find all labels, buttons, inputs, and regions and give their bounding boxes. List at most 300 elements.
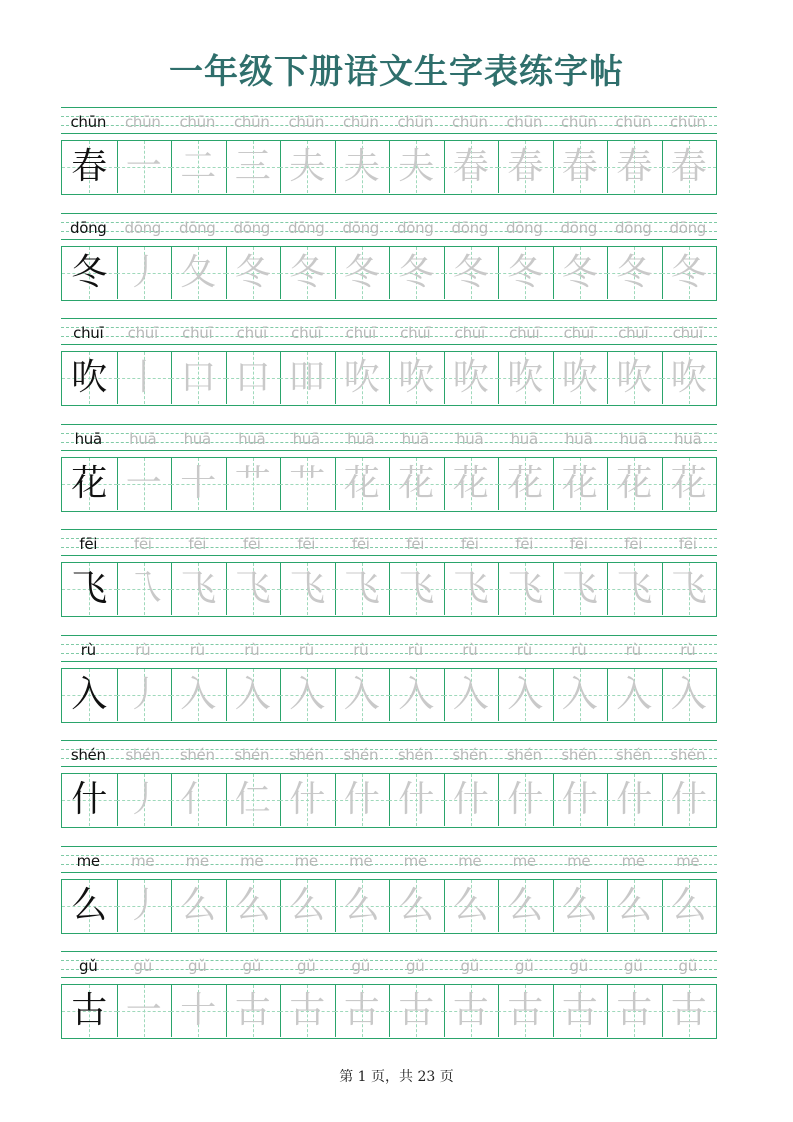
trace-cell xyxy=(117,563,172,615)
pinyin-guide-line xyxy=(61,951,717,952)
trace-cell xyxy=(498,880,553,932)
trace-character: 什 xyxy=(616,779,653,820)
pinyin-trace: shén xyxy=(452,746,488,764)
trace-cell xyxy=(280,985,335,1037)
model-character: 入 xyxy=(71,673,108,715)
trace-character: 春 xyxy=(616,146,653,187)
pinyin-trace: me xyxy=(294,851,318,870)
pinyin-band xyxy=(61,951,717,977)
trace-character: 古 xyxy=(343,990,380,1031)
trace-character: 一 xyxy=(125,462,162,504)
trace-cell xyxy=(335,141,390,193)
pinyin-trace: huā xyxy=(674,429,702,448)
trace-cell xyxy=(607,985,662,1037)
pinyin-trace: me xyxy=(131,851,155,870)
trace-character: 么 xyxy=(452,884,489,926)
pinyin-trace: gǔ xyxy=(297,957,316,975)
pinyin-trace: chuī xyxy=(345,324,376,342)
pinyin-label: huā xyxy=(74,429,102,448)
trace-cell xyxy=(335,247,390,299)
trace-character: 十 xyxy=(180,462,217,504)
pinyin-trace: fēi xyxy=(133,535,152,553)
trace-character: 古 xyxy=(289,990,326,1031)
trace-character: 冬 xyxy=(343,251,380,293)
trace-character: 入 xyxy=(507,673,544,715)
practice-row xyxy=(61,529,717,623)
pinyin-trace: gǔ xyxy=(242,957,261,975)
pinyin-trace: huā xyxy=(456,429,484,448)
pinyin-trace: chuī xyxy=(618,324,649,342)
trace-cell xyxy=(117,458,172,510)
trace-character: 一 xyxy=(125,990,162,1031)
trace-cell xyxy=(607,458,662,510)
trace-character: 冬 xyxy=(670,251,707,293)
trace-cell xyxy=(553,247,608,299)
pinyin-trace: rù xyxy=(516,640,532,659)
character-grid xyxy=(61,668,717,723)
model-cell xyxy=(62,247,117,299)
trace-cell xyxy=(553,774,608,826)
pinyin-trace: rù xyxy=(189,640,205,659)
trace-cell xyxy=(117,985,172,1037)
trace-character: 么 xyxy=(289,884,326,926)
pinyin-trace: dōng xyxy=(614,218,652,237)
model-cell xyxy=(62,458,117,510)
pinyin-band xyxy=(61,740,717,766)
trace-cell xyxy=(662,352,717,404)
trace-character: 冬 xyxy=(452,251,489,293)
pinyin-trace: chuī xyxy=(454,324,485,342)
model-cell xyxy=(62,880,117,932)
pinyin-trace: chūn xyxy=(397,113,434,131)
trace-cell xyxy=(171,141,226,193)
trace-character: 什 xyxy=(289,779,326,820)
pinyin-trace: chuī xyxy=(236,324,267,342)
pinyin-guide-line xyxy=(61,450,717,451)
trace-character: 艹 xyxy=(234,462,271,504)
pinyin-trace: huā xyxy=(129,429,157,448)
pinyin-guide-line xyxy=(61,740,717,741)
pinyin-trace: dōng xyxy=(124,218,162,237)
trace-cell xyxy=(444,985,499,1037)
pinyin-trace: rù xyxy=(353,640,369,659)
trace-character: 冬 xyxy=(561,251,598,293)
trace-cell xyxy=(171,563,226,615)
pinyin-trace: huā xyxy=(183,429,211,448)
trace-character: 什 xyxy=(452,779,489,820)
practice-sheet xyxy=(61,107,717,1047)
pinyin-trace: rù xyxy=(680,640,696,659)
trace-character: 古 xyxy=(452,990,489,1031)
pinyin-trace: dōng xyxy=(287,218,325,237)
pinyin-trace: chūn xyxy=(179,113,216,131)
trace-cell xyxy=(226,247,281,299)
trace-character: 口 xyxy=(234,357,271,398)
pinyin-band xyxy=(61,424,717,450)
model-cell xyxy=(62,774,117,826)
trace-cell xyxy=(335,985,390,1037)
pinyin-trace: chūn xyxy=(615,113,652,131)
trace-cell xyxy=(498,669,553,721)
trace-character: 丿 xyxy=(125,779,162,820)
trace-character: 入 xyxy=(180,673,217,715)
trace-character: 冬 xyxy=(507,251,544,293)
trace-character: 么 xyxy=(398,884,435,926)
trace-character: 飞 xyxy=(507,568,544,609)
pinyin-trace: shén xyxy=(397,746,433,764)
pinyin-trace: dōng xyxy=(178,218,216,237)
trace-character: 飞 xyxy=(452,568,489,609)
model-cell xyxy=(62,669,117,721)
trace-character: 花 xyxy=(452,462,489,504)
trace-character: 么 xyxy=(670,884,707,926)
trace-character: 古 xyxy=(561,990,598,1031)
trace-cell xyxy=(171,880,226,932)
pinyin-trace: dōng xyxy=(669,218,707,237)
pinyin-guide-line xyxy=(61,846,717,847)
trace-cell xyxy=(117,774,172,826)
trace-cell xyxy=(498,458,553,510)
pinyin-guide-line xyxy=(61,555,717,556)
trace-cell xyxy=(607,563,662,615)
trace-character: 么 xyxy=(234,884,271,926)
trace-character: 古 xyxy=(616,990,653,1031)
pinyin-trace: gǔ xyxy=(188,957,207,975)
pinyin-trace: shén xyxy=(670,746,706,764)
trace-cell xyxy=(389,247,444,299)
trace-cell xyxy=(662,669,717,721)
pinyin-guide-line xyxy=(61,661,717,662)
character-grid xyxy=(61,351,717,406)
trace-character: 乁 xyxy=(125,568,162,609)
trace-cell xyxy=(226,985,281,1037)
pinyin-trace: dōng xyxy=(233,218,271,237)
trace-cell xyxy=(171,774,226,826)
pinyin-trace: me xyxy=(349,851,373,870)
trace-cell xyxy=(498,985,553,1037)
pinyin-trace: shén xyxy=(288,746,324,764)
trace-cell xyxy=(444,880,499,932)
trace-cell xyxy=(280,563,335,615)
pinyin-trace: shén xyxy=(179,746,215,764)
trace-character: 古 xyxy=(234,990,271,1031)
trace-character: 艹 xyxy=(289,462,326,504)
pinyin-guide-line xyxy=(61,318,717,319)
pinyin-guide-line xyxy=(61,424,717,425)
model-character: 什 xyxy=(71,779,108,820)
trace-character: 夫 xyxy=(398,146,435,187)
pinyin-trace: me xyxy=(512,851,536,870)
trace-character: 夂 xyxy=(180,251,217,293)
trace-character: 吹 xyxy=(452,357,489,398)
pinyin-trace: fēi xyxy=(351,535,370,553)
pinyin-trace: chuī xyxy=(182,324,213,342)
trace-character: 么 xyxy=(507,884,544,926)
trace-cell xyxy=(117,669,172,721)
pinyin-trace: shén xyxy=(234,746,270,764)
trace-cell xyxy=(662,247,717,299)
trace-character: 十 xyxy=(180,990,217,1031)
trace-character: 花 xyxy=(398,462,435,504)
trace-character: 入 xyxy=(452,673,489,715)
trace-character: 吅 xyxy=(289,357,326,398)
trace-character: 口 xyxy=(180,357,217,398)
character-grid xyxy=(61,773,717,828)
trace-cell xyxy=(553,458,608,510)
pinyin-guide-line xyxy=(61,977,717,978)
pinyin-trace: chuī xyxy=(563,324,594,342)
trace-character: 春 xyxy=(561,146,598,187)
trace-character: 什 xyxy=(561,779,598,820)
trace-character: 花 xyxy=(561,462,598,504)
trace-cell xyxy=(280,774,335,826)
trace-cell xyxy=(498,352,553,404)
trace-character: 么 xyxy=(180,884,217,926)
trace-cell xyxy=(171,669,226,721)
trace-cell xyxy=(389,352,444,404)
pinyin-trace: dōng xyxy=(451,218,489,237)
trace-character: 古 xyxy=(670,990,707,1031)
trace-cell xyxy=(498,247,553,299)
trace-character: 吹 xyxy=(670,357,707,398)
trace-character: 么 xyxy=(616,884,653,926)
pinyin-trace: me xyxy=(567,851,591,870)
pinyin-trace: huā xyxy=(619,429,647,448)
model-character: 花 xyxy=(71,462,108,504)
trace-cell xyxy=(389,141,444,193)
pinyin-trace: chūn xyxy=(288,113,325,131)
trace-cell xyxy=(335,774,390,826)
pinyin-trace: rù xyxy=(462,640,478,659)
pinyin-label: chūn xyxy=(70,113,107,131)
trace-character: 花 xyxy=(343,462,380,504)
trace-character: 冬 xyxy=(616,251,653,293)
model-cell xyxy=(62,141,117,193)
trace-cell xyxy=(335,352,390,404)
pinyin-trace: gǔ xyxy=(133,957,152,975)
trace-character: 花 xyxy=(507,462,544,504)
pinyin-trace: me xyxy=(403,851,427,870)
trace-character: 什 xyxy=(343,779,380,820)
pinyin-trace: fēi xyxy=(624,535,643,553)
trace-cell xyxy=(662,774,717,826)
trace-character: 仁 xyxy=(234,779,271,820)
trace-cell xyxy=(498,141,553,193)
trace-cell xyxy=(226,458,281,510)
pinyin-guide-line xyxy=(61,766,717,767)
practice-row xyxy=(61,318,717,412)
model-character: 飞 xyxy=(71,568,108,609)
pinyin-trace: rù xyxy=(244,640,260,659)
trace-cell xyxy=(226,880,281,932)
pinyin-trace: shén xyxy=(615,746,651,764)
trace-character: 飞 xyxy=(234,568,271,609)
trace-cell xyxy=(607,774,662,826)
trace-cell xyxy=(280,247,335,299)
trace-cell xyxy=(607,247,662,299)
trace-cell xyxy=(444,247,499,299)
trace-cell xyxy=(389,880,444,932)
trace-cell xyxy=(389,985,444,1037)
trace-cell xyxy=(553,880,608,932)
trace-character: 入 xyxy=(234,673,271,715)
pinyin-guide-line xyxy=(61,107,717,108)
trace-character: 夫 xyxy=(343,146,380,187)
pinyin-label: me xyxy=(76,851,100,870)
model-cell xyxy=(62,985,117,1037)
trace-cell xyxy=(280,669,335,721)
pinyin-trace: gǔ xyxy=(515,957,534,975)
pinyin-guide-line xyxy=(61,133,717,134)
pinyin-trace: gǔ xyxy=(569,957,588,975)
practice-row xyxy=(61,740,717,834)
pinyin-guide-line xyxy=(61,344,717,345)
practice-row xyxy=(61,424,717,518)
trace-cell xyxy=(389,563,444,615)
trace-character: 丿 xyxy=(125,673,162,715)
pinyin-trace: huā xyxy=(347,429,375,448)
trace-cell xyxy=(171,247,226,299)
trace-character: 夫 xyxy=(289,146,326,187)
trace-character: 丿 xyxy=(125,884,162,926)
pinyin-trace: huā xyxy=(238,429,266,448)
trace-character: 三 xyxy=(234,146,271,187)
trace-character: 入 xyxy=(289,673,326,715)
trace-character: 入 xyxy=(616,673,653,715)
trace-character: 亻 xyxy=(180,779,217,820)
pinyin-guide-line xyxy=(61,635,717,636)
trace-cell xyxy=(171,458,226,510)
pinyin-trace: dōng xyxy=(560,218,598,237)
trace-character: 吹 xyxy=(343,357,380,398)
page-title: 一年级下册语文生字表练字帖 xyxy=(169,52,624,92)
trace-cell xyxy=(389,669,444,721)
trace-character: 丿 xyxy=(125,251,162,293)
pinyin-trace: fēi xyxy=(297,535,316,553)
pinyin-trace: dōng xyxy=(342,218,380,237)
pinyin-trace: chūn xyxy=(124,113,161,131)
pinyin-label: gǔ xyxy=(79,957,98,975)
model-character: 冬 xyxy=(71,251,108,293)
pinyin-trace: rù xyxy=(135,640,151,659)
trace-character: 冬 xyxy=(234,251,271,293)
practice-row xyxy=(61,846,717,940)
pinyin-trace: chūn xyxy=(669,113,706,131)
trace-character: 吹 xyxy=(507,357,544,398)
trace-cell xyxy=(553,563,608,615)
trace-character: 春 xyxy=(670,146,707,187)
pinyin-trace: chūn xyxy=(506,113,543,131)
trace-character: 飞 xyxy=(616,568,653,609)
pinyin-trace: shén xyxy=(561,746,597,764)
pinyin-trace: fēi xyxy=(188,535,207,553)
trace-cell xyxy=(607,669,662,721)
trace-character: 古 xyxy=(507,990,544,1031)
trace-cell xyxy=(662,141,717,193)
pinyin-guide-line xyxy=(61,239,717,240)
pinyin-band xyxy=(61,846,717,872)
trace-cell xyxy=(335,669,390,721)
pinyin-trace: fēi xyxy=(460,535,479,553)
trace-character: 入 xyxy=(343,673,380,715)
pinyin-trace: rù xyxy=(625,640,641,659)
trace-cell xyxy=(662,985,717,1037)
pinyin-trace: dōng xyxy=(505,218,543,237)
trace-cell xyxy=(117,880,172,932)
pinyin-trace: huā xyxy=(292,429,320,448)
pinyin-trace: huā xyxy=(565,429,593,448)
trace-cell xyxy=(444,774,499,826)
practice-row xyxy=(61,635,717,729)
pinyin-trace: dōng xyxy=(396,218,434,237)
practice-row xyxy=(61,107,717,201)
trace-cell xyxy=(389,458,444,510)
trace-cell xyxy=(607,141,662,193)
pinyin-label: shén xyxy=(70,746,106,764)
practice-row xyxy=(61,951,717,1045)
character-grid xyxy=(61,140,717,195)
pinyin-trace: chuī xyxy=(672,324,703,342)
trace-cell xyxy=(117,141,172,193)
pinyin-trace: gǔ xyxy=(351,957,370,975)
trace-character: 花 xyxy=(616,462,653,504)
pinyin-trace: fēi xyxy=(569,535,588,553)
trace-character: 飞 xyxy=(343,568,380,609)
trace-cell xyxy=(607,352,662,404)
trace-cell xyxy=(389,774,444,826)
pinyin-trace: rù xyxy=(298,640,314,659)
trace-cell xyxy=(444,563,499,615)
trace-cell xyxy=(335,563,390,615)
trace-cell xyxy=(553,669,608,721)
pinyin-trace: gǔ xyxy=(678,957,697,975)
pinyin-trace: me xyxy=(458,851,482,870)
pinyin-guide-line xyxy=(61,529,717,530)
character-grid xyxy=(61,562,717,617)
trace-cell xyxy=(280,458,335,510)
pinyin-band xyxy=(61,635,717,661)
pinyin-trace: chuī xyxy=(291,324,322,342)
model-character: 古 xyxy=(71,990,108,1031)
trace-cell xyxy=(553,141,608,193)
pinyin-trace: chuī xyxy=(127,324,158,342)
model-cell xyxy=(62,563,117,615)
trace-cell xyxy=(226,563,281,615)
pinyin-trace: chūn xyxy=(451,113,488,131)
pinyin-trace: gǔ xyxy=(406,957,425,975)
pinyin-trace: shén xyxy=(125,746,161,764)
character-grid xyxy=(61,984,717,1039)
character-grid xyxy=(61,879,717,934)
character-grid xyxy=(61,246,717,301)
trace-character: 入 xyxy=(561,673,598,715)
pinyin-trace: fēi xyxy=(242,535,261,553)
pinyin-trace: shén xyxy=(506,746,542,764)
trace-cell xyxy=(553,985,608,1037)
pinyin-label: rù xyxy=(80,640,96,659)
trace-cell xyxy=(444,669,499,721)
trace-character: 么 xyxy=(343,884,380,926)
model-character: 春 xyxy=(71,146,108,187)
pinyin-trace: huā xyxy=(401,429,429,448)
pinyin-trace: rù xyxy=(571,640,587,659)
trace-cell xyxy=(444,458,499,510)
trace-cell xyxy=(662,880,717,932)
trace-cell xyxy=(607,880,662,932)
trace-character: 丨 xyxy=(125,357,162,398)
practice-row xyxy=(61,213,717,307)
trace-cell xyxy=(662,563,717,615)
